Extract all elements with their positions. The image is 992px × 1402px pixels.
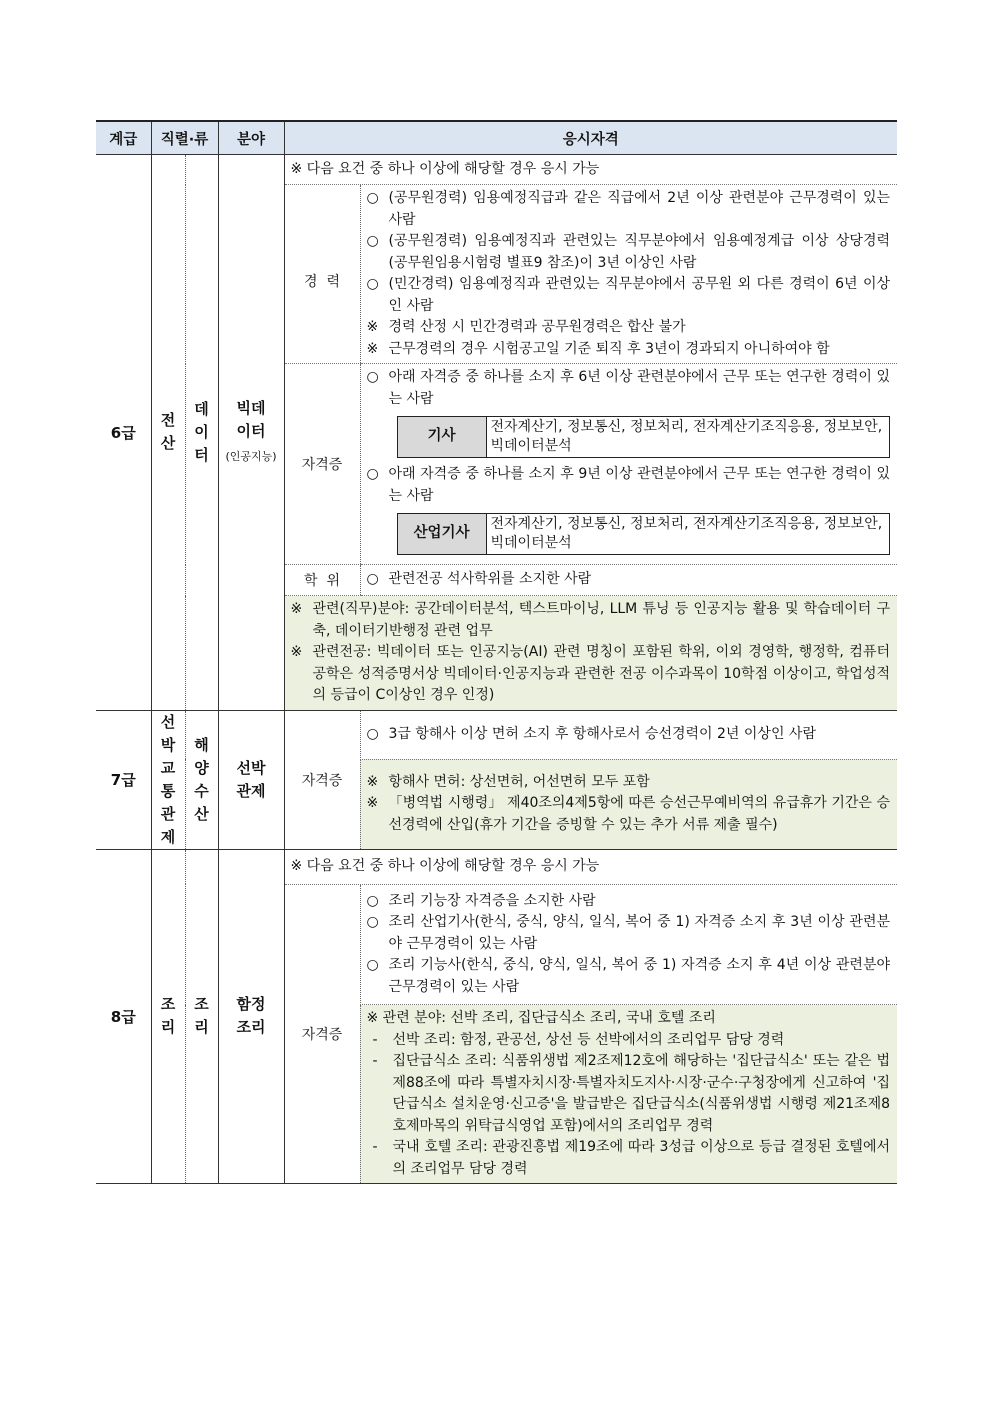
series-7: 선 박 교 통 관 제 — [151, 710, 185, 849]
grade-7: 7급 — [96, 710, 151, 849]
cert-box-engineer — [397, 416, 890, 458]
career-item: ○ (공무원경력) 임용예정직급과 같은 직급에서 2년 이상 관련분야 근무경력이 있는 사람 — [366, 190, 890, 228]
note-sub-item: - 선박 조리: 함정, 관공선, 상선 등 선박에서의 조리업무 담당 경력 — [372, 1031, 785, 1048]
cert-item: ○ 조리 산업기사(한식, 중식, 양식, 일식, 복어 중 1) 자격증 소지 후 3년 이상 관련분야 근무경력이 있는 사람 — [366, 914, 890, 952]
cert-box-label: 기사 — [398, 417, 487, 457]
field-7: 선박 관제 — [218, 710, 284, 849]
header-row — [96, 121, 897, 155]
class-8: 조 리 — [185, 849, 218, 1184]
note-item: ※ 「병역법 시행령」 제40조의4제5항에 따른 승선근무예비역의 유급휴가 기간은 승선경력에 산입(휴가 기간을 증빙할 수 있는 추가 서류 제출 필수) — [366, 795, 890, 833]
career-cell — [360, 185, 897, 364]
note-sub-item: - 국내 호텔 조리: 관광진흥법 제19조에 따라 3성급 이상으로 등급 결정된 호텔에서의 조리업무 담당 경력 — [372, 1139, 890, 1177]
series-8: 조 리 — [151, 849, 185, 1184]
row-6-intro — [96, 155, 897, 185]
cert-label-7: 자격증 — [284, 710, 360, 849]
cert-label-6: 자격증 — [284, 364, 360, 565]
cert-item: ○ 조리 기능사(한식, 중식, 양식, 일식, 복어 중 1) 자격증 소지 후 4년 이상 관련분야 근무경력이 있는 사람 — [366, 957, 890, 995]
notes-6 — [284, 596, 897, 711]
note-item: ※ 관련(직무)분야: 공간데이터분석, 텍스트마이닝, LLM 튜닝 등 인공지능 활용 및 학습데이터 구축, 데이터기반행정 관련 업무 — [290, 601, 890, 639]
career-note: ※ 근무경력의 경우 시험공고일 기준 퇴직 후 3년이 경과되지 아니하여야 함 — [366, 340, 830, 357]
grade-6: 6급 — [96, 155, 151, 711]
qualification-document — [96, 120, 897, 1184]
cert-cell-8 — [360, 884, 897, 1005]
notes-8 — [360, 1005, 897, 1184]
class-7: 해 양 수 산 — [185, 710, 218, 849]
intro-8: ※ 다음 요건 중 하나 이상에 해당할 경우 응시 가능 — [284, 849, 897, 884]
cert-item: ○ 아래 자격증 중 하나를 소지 후 9년 이상 관련분야에서 근무 또는 연구한 경력이 있는 사람 — [366, 466, 890, 504]
series-6: 전 산 — [151, 155, 185, 711]
career-label: 경 력 — [284, 185, 360, 364]
career-note: ※ 경력 산정 시 민간경력과 공무원경력은 합산 불가 — [366, 319, 686, 335]
header-grade: 계급 — [96, 121, 151, 155]
header-job-series: 직렬·류 — [151, 121, 218, 155]
qualification-table — [96, 120, 897, 1184]
cert-box-industrial-engineer — [397, 513, 890, 555]
class-6: 데 이 터 — [185, 155, 218, 711]
cert-label-8: 자격증 — [284, 884, 360, 1184]
note-head: ※ 관련 분야: 선박 조리, 집단급식소 조리, 국내 호텔 조리 — [366, 1010, 716, 1026]
cert-cell-7: ○ 3급 항해사 이상 면허 소지 후 항해사로서 승선경력이 2년 이상인 사람 — [360, 710, 897, 759]
cert-item: ○ 아래 자격증 중 하나를 소지 후 6년 이상 관련분야에서 근무 또는 연구한 경력이 있는 사람 — [366, 369, 890, 407]
degree-cell: ○ 관련전공 석사학위를 소지한 사람 — [360, 565, 897, 596]
career-item: ○ (민간경력) 임용예정직과 관련있는 직무분야에서 공무원 외 다른 경력이 6년 이상인 사람 — [366, 276, 890, 314]
intro-6: ※ 다음 요건 중 하나 이상에 해당할 경우 응시 가능 — [284, 155, 897, 185]
note-item: ※ 관련전공: 빅데이터 또는 인공지능(AI) 관련 명칭이 포함된 학위, 이외 경영학, 행정학, 컴퓨터공학은 성적증명서상 빅데이터·인공지능과 관련한 전공 이수과목이 10학점 이상이고, 학업성적의 등급이 C이상인 경우 인정) — [290, 644, 890, 703]
field-8: 함정 조리 — [218, 849, 284, 1184]
header-field: 분야 — [218, 121, 284, 155]
grade-8: 8급 — [96, 849, 151, 1184]
cert-box-label: 산업기사 — [398, 514, 487, 554]
field-6: 빅데 이터 (인공지능) — [218, 155, 284, 711]
row-8-intro — [96, 849, 897, 884]
cert-box-text: 전자계산기, 정보통신, 정보처리, 전자계산기조직응용, 정보보안, 빅데이터분석 — [490, 516, 883, 551]
note-item: ※ 항해사 면허: 상선면허, 어선면허 모두 포함 — [366, 773, 650, 790]
header-qualification: 응시자격 — [284, 121, 897, 155]
cert-item: ○ 조리 기능장 자격증을 소지한 사람 — [366, 892, 596, 909]
notes-7 — [360, 759, 897, 849]
career-item: ○ (공무원경력) 임용예정직과 관련있는 직무분야에서 임용예정계급 이상 상당경력(공무원임용시험령 별표9 참조)이 3년 이상인 사람 — [366, 233, 890, 271]
cert-cell-6 — [360, 364, 897, 565]
row-7-cert — [96, 710, 897, 759]
note-sub-item: - 집단급식소 조리: 식품위생법 제2조제12호에 해당하는 '집단급식소' 또는 같은 법 제88조에 따라 특별자치시장·특별자치도지사·시장·군수·구청장에게 신고하여 '집단급식소 설치운영·신고증'을 발급받은 집단급식소(식품위생법 시행령 제21조제8호제마목의 위탁급식영업 포함)에서의 조리업무 경력 — [372, 1053, 890, 1134]
degree-label: 학 위 — [284, 565, 360, 596]
cert-box-text: 전자계산기, 정보통신, 정보처리, 전자계산기조직응용, 정보보안, 빅데이터분석 — [490, 419, 883, 454]
